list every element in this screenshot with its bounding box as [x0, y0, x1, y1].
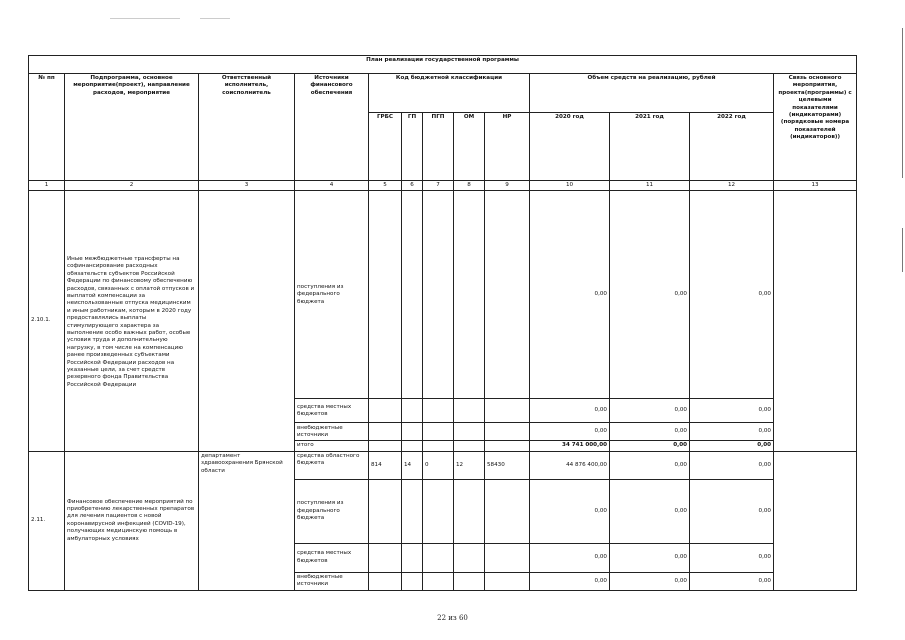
plan-title: План реализации государственной программы: [29, 56, 857, 74]
header-budget-code: Код бюджетной классификации: [369, 74, 530, 113]
column-numbers-row: [29, 181, 857, 191]
value-2020: 0,00: [530, 543, 610, 572]
colnum-3: 3: [199, 181, 295, 191]
colnum-1: 1: [29, 181, 65, 191]
scan-edge-mark: [902, 228, 903, 272]
row-description: Финансовое обеспечение мероприятий по приобретению лекарственных препаратов для лечения пациентов с новой коронавирусной инфекцией (COVID-19), получающих медицинскую помощь в амбулаторных условиях: [65, 451, 199, 590]
header-link: Связь основного мероприятия, проекта(программы) с целевыми показателями (индикаторами) (порядковые номера показателей (индикаторов)): [774, 74, 857, 181]
value-2022: 0,00: [690, 572, 774, 590]
value-2020: 0,00: [530, 423, 610, 441]
colnum-13: 13: [774, 181, 857, 191]
header-program: Подпрограмма, основное мероприятие(проект), направление расходов, мероприятие: [65, 74, 199, 181]
header-num: № пп: [29, 74, 65, 181]
header-2022: 2022 год: [690, 113, 774, 181]
table-row-2-11-regional: [29, 451, 857, 479]
header-nr: НР: [485, 113, 530, 181]
value-2021: 0,00: [610, 543, 690, 572]
code-om: 12: [454, 451, 485, 479]
row-responsible: [199, 191, 295, 451]
value-2021: 0,00: [610, 423, 690, 441]
value-2022: 0,00: [690, 399, 774, 423]
colnum-11: 11: [610, 181, 690, 191]
value-2021: 0,00: [610, 572, 690, 590]
header-row-1: [29, 74, 857, 113]
value-2022: 0,00: [690, 191, 774, 399]
source-cell: поступления из федерального бюджета: [295, 191, 369, 399]
source-cell: поступления из федерального бюджета: [295, 479, 369, 543]
header-pgp: ПГП: [423, 113, 454, 181]
scan-artifact: [110, 18, 180, 19]
colnum-6: 6: [402, 181, 423, 191]
total-2021: 0,00: [610, 441, 690, 451]
row-description: Иные межбюджетные трансферты на софинансирование расходных обязательств субъектов Российской Федерации по финансовому обеспечению расходов, связанных с оплатой отпусков и выплатой компенсации за неиспользованные отпуска медицинским и иным работникам, которым в 2020 году предоставлялись выплаты стимулирующего характера за выполнение особо важных работ, особые условия труда и дополнительную нагрузку, в том числе на компенсацию ранее произведенных субъектами Российской Федерации расходов на указанные цели, за счет средств резервного фонда Правительства Российской Федерации: [65, 191, 199, 451]
header-2020: 2020 год: [530, 113, 610, 181]
header-volumes: Объем средств на реализацию, рублей: [530, 74, 774, 113]
budget-plan-table: [28, 55, 857, 591]
colnum-9: 9: [485, 181, 530, 191]
value-2021: 0,00: [610, 399, 690, 423]
value-2020: 0,00: [530, 399, 610, 423]
colnum-12: 12: [690, 181, 774, 191]
value-2022: 0,00: [690, 479, 774, 543]
colnum-10: 10: [530, 181, 610, 191]
header-responsible: Ответственный исполнитель, соисполнитель: [199, 74, 295, 181]
source-cell: средства местных бюджетов: [295, 399, 369, 423]
code-nr: 58430: [485, 451, 530, 479]
value-2022: 0,00: [690, 543, 774, 572]
value-2021: 0,00: [610, 451, 690, 479]
value-2022: 0,00: [690, 451, 774, 479]
row-number: 2.10.1.: [29, 191, 65, 451]
table-row-2-10-1-federal: [29, 191, 857, 399]
total-2022: 0,00: [690, 441, 774, 451]
header-sources: Источники финансового обеспечения: [295, 74, 369, 181]
header-grbs: ГРБС: [369, 113, 402, 181]
source-cell: внебюджетные источники: [295, 572, 369, 590]
row-link: [774, 451, 857, 590]
header-gp: ГП: [402, 113, 423, 181]
value-2020: 44 876 400,00: [530, 451, 610, 479]
header-2021: 2021 год: [610, 113, 690, 181]
colnum-8: 8: [454, 181, 485, 191]
value-2021: 0,00: [610, 479, 690, 543]
page-number: 22 из 60: [437, 614, 468, 622]
budget-plan-sheet: [28, 55, 856, 598]
colnum-2: 2: [65, 181, 199, 191]
row-responsible: департамент здравоохранения Брянской области: [199, 451, 295, 590]
value-2020: 0,00: [530, 191, 610, 399]
code-gp: 14: [402, 451, 423, 479]
row-number: 2.11.: [29, 451, 65, 590]
plan-title-row: [29, 56, 857, 74]
row-link: [774, 191, 857, 451]
total-2020: 34 741 000,00: [530, 441, 610, 451]
scan-artifact: [200, 18, 230, 19]
header-om: ОМ: [454, 113, 485, 181]
code-pgp: 0: [423, 451, 454, 479]
total-label: итого: [295, 441, 369, 451]
value-2022: 0,00: [690, 423, 774, 441]
colnum-5: 5: [369, 181, 402, 191]
colnum-4: 4: [295, 181, 369, 191]
scan-edge-mark: [902, 28, 903, 178]
value-2020: 0,00: [530, 572, 610, 590]
source-cell: средства областного бюджета: [295, 451, 369, 479]
colnum-7: 7: [423, 181, 454, 191]
value-2020: 0,00: [530, 479, 610, 543]
code-grbs: 814: [369, 451, 402, 479]
value-2021: 0,00: [610, 191, 690, 399]
source-cell: внебюджетные источники: [295, 423, 369, 441]
source-cell: средства местных бюджетов: [295, 543, 369, 572]
